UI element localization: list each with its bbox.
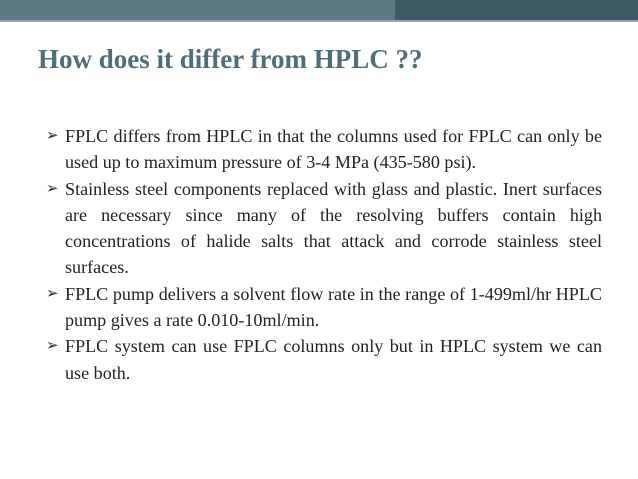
arrow-bullet-icon: ➢ [46, 128, 59, 144]
bullet-text: FPLC pump delivers a solvent flow rate in the range of 1-499ml/hr HPLC pump gives a rate 0.010-10ml/min. [65, 283, 602, 331]
header-band [0, 0, 638, 22]
header-band-stripe [0, 20, 638, 22]
arrow-bullet-icon: ➢ [46, 180, 59, 197]
arrow-bullet-icon: ➢ [46, 338, 59, 355]
bullet-item [46, 176, 602, 281]
header-band-accent [0, 0, 395, 22]
bullet-text: Stainless steel components replaced with glass and plastic. Inert surfaces are necessary since many of the resolving buffers contain high concentrations of halide salts that attack and corrode stainless steel surfaces. [65, 178, 602, 278]
bullet-list [46, 123, 602, 386]
bullet-item [46, 333, 602, 386]
bullet-item [46, 281, 602, 334]
slide-title: How does it differ from HPLC ?? [38, 44, 423, 74]
bullet-text: FPLC differs from HPLC in that the columns used for FPLC can only be used up to maximum pressure of 3-4 MPa (435-580 psi). [65, 126, 602, 173]
bullet-text: FPLC system can use FPLC columns only but in HPLC system we can use both. [65, 336, 602, 383]
bullet-item [46, 123, 602, 176]
arrow-bullet-icon: ➢ [46, 285, 59, 302]
